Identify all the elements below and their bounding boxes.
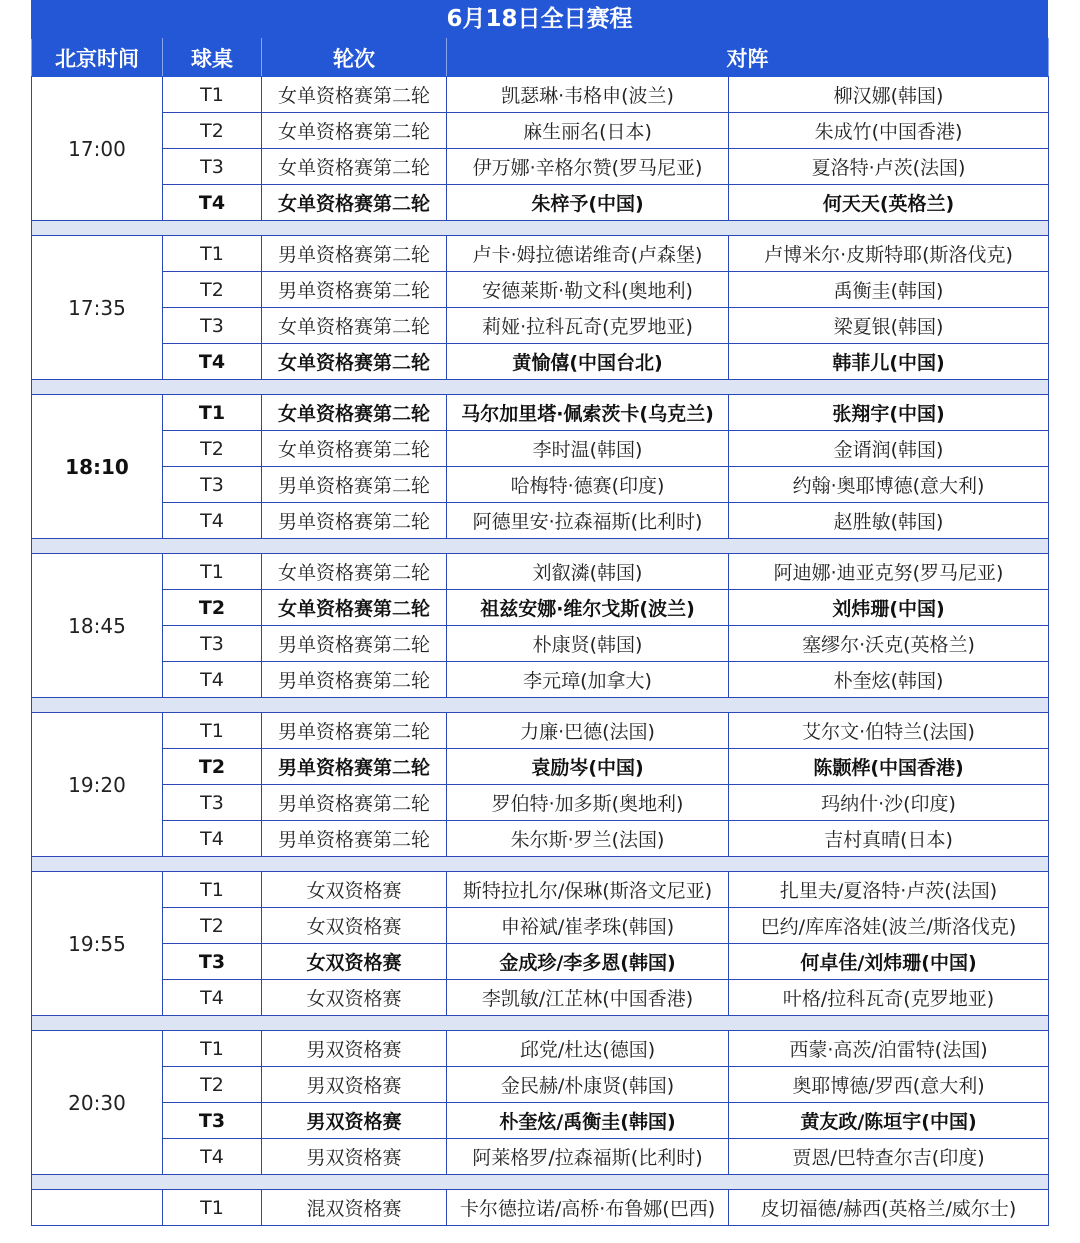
table-cell: T1 (163, 713, 262, 749)
table-cell: T3 (163, 626, 262, 662)
player1-cell: 袁励岑(中国) (447, 749, 729, 785)
time-cell: 18:10 (32, 395, 163, 539)
round-cell: 混双资格赛 (262, 1190, 447, 1226)
player1-cell: 申裕斌/崔孝珠(韩国) (447, 908, 729, 944)
player2-cell: 禹衡圭(韩国) (729, 272, 1049, 308)
table-row (32, 503, 1049, 539)
header-row (32, 39, 1049, 77)
player2-cell: 金谞润(韩国) (729, 431, 1049, 467)
player1-cell: 朱梓予(中国) (447, 185, 729, 221)
table-row (32, 713, 1049, 749)
time-cell: 17:00 (32, 77, 163, 221)
table-cell: T4 (163, 662, 262, 698)
table-row (32, 308, 1049, 344)
round-cell: 男单资格赛第二轮 (262, 236, 447, 272)
player2-cell: 韩菲儿(中国) (729, 344, 1049, 380)
slot-separator (32, 698, 1049, 713)
table-cell: T2 (163, 908, 262, 944)
slot-separator (32, 380, 1049, 395)
table-cell: T2 (163, 113, 262, 149)
schedule-table (31, 38, 1049, 1226)
separator-cell (32, 539, 1049, 554)
round-cell: 男单资格赛第二轮 (262, 785, 447, 821)
player1-cell: 刘叡潾(韩国) (447, 554, 729, 590)
schedule-body (32, 77, 1049, 1226)
table-row (32, 467, 1049, 503)
header-matchup: 对阵 (447, 39, 1049, 77)
player1-cell: 斯特拉扎尔/保琳(斯洛文尼亚) (447, 872, 729, 908)
player2-cell: 皮切福德/赫西(英格兰/威尔士) (729, 1190, 1049, 1226)
player2-cell: 贾恩/巴特查尔吉(印度) (729, 1139, 1049, 1175)
table-cell: T4 (163, 1139, 262, 1175)
table-row (32, 872, 1049, 908)
separator-cell (32, 857, 1049, 872)
player1-cell: 阿德里安·拉森福斯(比利时) (447, 503, 729, 539)
table-cell: T4 (163, 503, 262, 539)
player1-cell: 李时温(韩国) (447, 431, 729, 467)
player2-cell: 阿迪娜·迪亚克努(罗马尼亚) (729, 554, 1049, 590)
table-row (32, 590, 1049, 626)
player2-cell: 何天天(英格兰) (729, 185, 1049, 221)
table-cell: T2 (163, 431, 262, 467)
table-cell: T2 (163, 272, 262, 308)
table-cell: T2 (163, 590, 262, 626)
player2-cell: 玛纳什·沙(印度) (729, 785, 1049, 821)
player2-cell: 朴奎炫(韩国) (729, 662, 1049, 698)
round-cell: 女单资格赛第二轮 (262, 344, 447, 380)
table-cell: T1 (163, 77, 262, 113)
round-cell: 女单资格赛第二轮 (262, 77, 447, 113)
round-cell: 男单资格赛第二轮 (262, 713, 447, 749)
player1-cell: 朴奎炫/禹衡圭(韩国) (447, 1103, 729, 1139)
player1-cell: 伊万娜·辛格尔赞(罗马尼亚) (447, 149, 729, 185)
round-cell: 女双资格赛 (262, 872, 447, 908)
table-row (32, 908, 1049, 944)
slot-separator (32, 539, 1049, 554)
table-cell: T1 (163, 236, 262, 272)
table-row (32, 1139, 1049, 1175)
table-row (32, 236, 1049, 272)
round-cell: 女双资格赛 (262, 944, 447, 980)
player1-cell: 马尔加里塔·佩索茨卡(乌克兰) (447, 395, 729, 431)
round-cell: 女单资格赛第二轮 (262, 395, 447, 431)
player1-cell: 凯瑟琳·韦格申(波兰) (447, 77, 729, 113)
round-cell: 男单资格赛第二轮 (262, 503, 447, 539)
round-cell: 男双资格赛 (262, 1031, 447, 1067)
time-cell: 17:35 (32, 236, 163, 380)
player1-cell: 罗伯特·加多斯(奥地利) (447, 785, 729, 821)
table-cell: T2 (163, 1067, 262, 1103)
table-cell: T4 (163, 344, 262, 380)
round-cell: 女单资格赛第二轮 (262, 149, 447, 185)
header-time: 北京时间 (32, 39, 163, 77)
player2-cell: 张翔宇(中国) (729, 395, 1049, 431)
player2-cell: 梁夏银(韩国) (729, 308, 1049, 344)
player1-cell: 莉娅·拉科瓦奇(克罗地亚) (447, 308, 729, 344)
time-cell: 20:30 (32, 1031, 163, 1175)
time-cell: 19:20 (32, 713, 163, 857)
player2-cell: 陈颢桦(中国香港) (729, 749, 1049, 785)
player1-cell: 卡尔德拉诺/高桥·布鲁娜(巴西) (447, 1190, 729, 1226)
table-cell: T3 (163, 1103, 262, 1139)
player2-cell: 巴约/库库洛娃(波兰/斯洛伐克) (729, 908, 1049, 944)
schedule-title: 6月18日全日赛程 (31, 0, 1048, 38)
header-round: 轮次 (262, 39, 447, 77)
table-cell: T3 (163, 785, 262, 821)
round-cell: 女单资格赛第二轮 (262, 431, 447, 467)
player1-cell: 麻生丽名(日本) (447, 113, 729, 149)
round-cell: 男单资格赛第二轮 (262, 272, 447, 308)
schedule-sheet (31, 0, 1048, 1226)
player2-cell: 柳汉娜(韩国) (729, 77, 1049, 113)
player1-cell: 朱尔斯·罗兰(法国) (447, 821, 729, 857)
player1-cell: 朴康贤(韩国) (447, 626, 729, 662)
player2-cell: 西蒙·高茨/泊雷特(法国) (729, 1031, 1049, 1067)
player1-cell: 黄愉僖(中国台北) (447, 344, 729, 380)
time-cell: 18:45 (32, 554, 163, 698)
round-cell: 女单资格赛第二轮 (262, 554, 447, 590)
player1-cell: 邱党/杜达(德国) (447, 1031, 729, 1067)
round-cell: 男双资格赛 (262, 1139, 447, 1175)
round-cell: 女双资格赛 (262, 908, 447, 944)
player2-cell: 塞缪尔·沃克(英格兰) (729, 626, 1049, 662)
round-cell: 男双资格赛 (262, 1067, 447, 1103)
player1-cell: 阿莱格罗/拉森福斯(比利时) (447, 1139, 729, 1175)
round-cell: 女双资格赛 (262, 980, 447, 1016)
table-row (32, 113, 1049, 149)
round-cell: 男双资格赛 (262, 1103, 447, 1139)
slot-separator (32, 857, 1049, 872)
table-row (32, 821, 1049, 857)
table-row (32, 785, 1049, 821)
player2-cell: 朱成竹(中国香港) (729, 113, 1049, 149)
separator-cell (32, 1175, 1049, 1190)
round-cell: 女单资格赛第二轮 (262, 590, 447, 626)
player2-cell: 扎里夫/夏洛特·卢茨(法国) (729, 872, 1049, 908)
round-cell: 男单资格赛第二轮 (262, 749, 447, 785)
table-row (32, 395, 1049, 431)
player2-cell: 黄友政/陈垣宇(中国) (729, 1103, 1049, 1139)
time-cell: 19:55 (32, 872, 163, 1016)
player2-cell: 卢博米尔·皮斯特耶(斯洛伐克) (729, 236, 1049, 272)
slot-separator (32, 221, 1049, 236)
player1-cell: 祖兹安娜·维尔戈斯(波兰) (447, 590, 729, 626)
separator-cell (32, 1016, 1049, 1031)
player1-cell: 李凯敏/江芷林(中国香港) (447, 980, 729, 1016)
table-cell: T1 (163, 1190, 262, 1226)
player2-cell: 艾尔文·伯特兰(法国) (729, 713, 1049, 749)
separator-cell (32, 698, 1049, 713)
table-row (32, 554, 1049, 590)
table-row (32, 185, 1049, 221)
table-row (32, 662, 1049, 698)
table-row (32, 272, 1049, 308)
round-cell: 女单资格赛第二轮 (262, 185, 447, 221)
table-row (32, 944, 1049, 980)
table-row (32, 626, 1049, 662)
table-cell: T3 (163, 308, 262, 344)
player2-cell: 何卓佳/刘炜珊(中国) (729, 944, 1049, 980)
round-cell: 男单资格赛第二轮 (262, 821, 447, 857)
header-table: 球桌 (163, 39, 262, 77)
table-cell: T3 (163, 149, 262, 185)
table-cell: T3 (163, 944, 262, 980)
slot-separator (32, 1016, 1049, 1031)
table-cell: T1 (163, 1031, 262, 1067)
table-cell: T1 (163, 872, 262, 908)
table-cell: T3 (163, 467, 262, 503)
player1-cell: 金成珍/李多恩(韩国) (447, 944, 729, 980)
table-cell: T4 (163, 821, 262, 857)
table-row (32, 1067, 1049, 1103)
table-row (32, 1031, 1049, 1067)
separator-cell (32, 380, 1049, 395)
player1-cell: 李元璋(加拿大) (447, 662, 729, 698)
table-cell: T4 (163, 980, 262, 1016)
round-cell: 男单资格赛第二轮 (262, 662, 447, 698)
round-cell: 女单资格赛第二轮 (262, 308, 447, 344)
table-cell: T1 (163, 554, 262, 590)
player2-cell: 刘炜珊(中国) (729, 590, 1049, 626)
player1-cell: 力廉·巴德(法国) (447, 713, 729, 749)
player2-cell: 叶格/拉科瓦奇(克罗地亚) (729, 980, 1049, 1016)
table-row (32, 1190, 1049, 1226)
table-row (32, 149, 1049, 185)
round-cell: 女单资格赛第二轮 (262, 113, 447, 149)
player1-cell: 哈梅特·德赛(印度) (447, 467, 729, 503)
player1-cell: 卢卡·姆拉德诺维奇(卢森堡) (447, 236, 729, 272)
table-cell: T4 (163, 185, 262, 221)
separator-cell (32, 221, 1049, 236)
table-row (32, 431, 1049, 467)
round-cell: 男单资格赛第二轮 (262, 467, 447, 503)
table-cell: T2 (163, 749, 262, 785)
player2-cell: 夏洛特·卢茨(法国) (729, 149, 1049, 185)
player1-cell: 金民赫/朴康贤(韩国) (447, 1067, 729, 1103)
time-cell (32, 1190, 163, 1226)
table-row (32, 77, 1049, 113)
player2-cell: 奥耶博德/罗西(意大利) (729, 1067, 1049, 1103)
player2-cell: 赵胜敏(韩国) (729, 503, 1049, 539)
player2-cell: 约翰·奥耶博德(意大利) (729, 467, 1049, 503)
player2-cell: 吉村真晴(日本) (729, 821, 1049, 857)
table-row (32, 749, 1049, 785)
table-row (32, 1103, 1049, 1139)
table-row (32, 344, 1049, 380)
slot-separator (32, 1175, 1049, 1190)
round-cell: 男单资格赛第二轮 (262, 626, 447, 662)
player1-cell: 安德莱斯·勒文科(奥地利) (447, 272, 729, 308)
table-row (32, 980, 1049, 1016)
table-cell: T1 (163, 395, 262, 431)
